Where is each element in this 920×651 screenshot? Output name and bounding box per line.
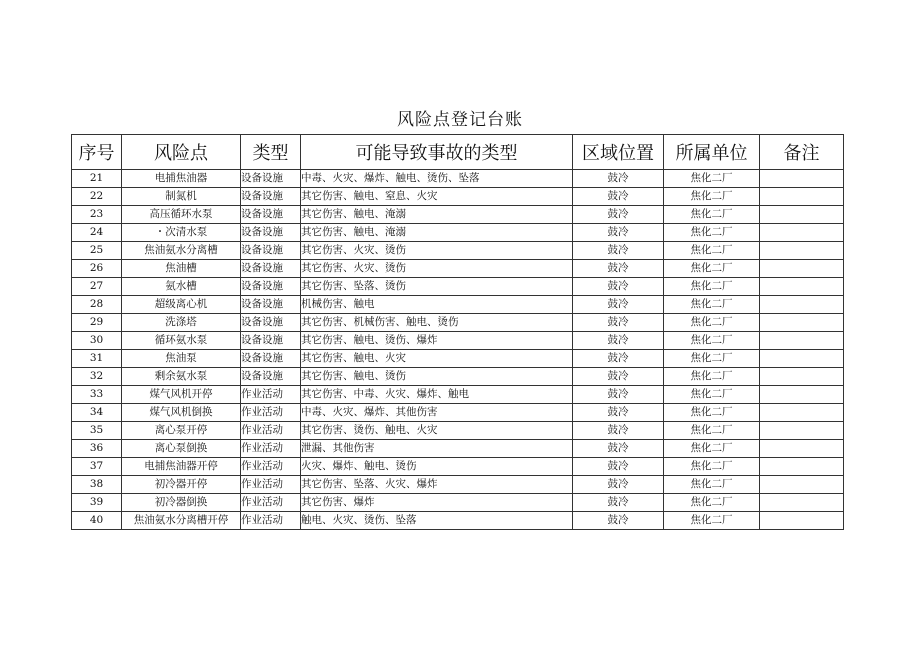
cell-no: 38 [72,476,122,494]
cell-accident-type: 中毒、火灾、爆炸、触电、烫伤、坠落 [301,170,573,188]
table-row [72,188,844,206]
cell-accident-type: 其它伤害、火灾、烫伤 [301,260,573,278]
cell-risk-point: 超级离心机 [122,296,241,314]
cell-unit: 焦化二厂 [664,368,760,386]
cell-no: 28 [72,296,122,314]
cell-no: 23 [72,206,122,224]
cell-risk-point: 初冷器开停 [122,476,241,494]
cell-no: 34 [72,404,122,422]
cell-area: 鼓冷 [573,296,664,314]
header-note: 备注 [760,135,844,170]
cell-note [760,512,844,530]
cell-area: 鼓冷 [573,350,664,368]
cell-unit: 焦化二厂 [664,296,760,314]
header-unit: 所属单位 [664,135,760,170]
cell-unit: 焦化二厂 [664,332,760,350]
table-row [72,278,844,296]
cell-note [760,404,844,422]
cell-type: 设备设施 [241,260,301,278]
cell-risk-point: 煤气风机开停 [122,386,241,404]
table-row [72,386,844,404]
cell-type: 设备设施 [241,170,301,188]
cell-accident-type: 机械伤害、触电 [301,296,573,314]
cell-no: 33 [72,386,122,404]
cell-type: 设备设施 [241,278,301,296]
cell-risk-point: 氨水槽 [122,278,241,296]
cell-type: 作业活动 [241,404,301,422]
cell-accident-type: 其它伤害、触电、火灾 [301,350,573,368]
cell-area: 鼓冷 [573,494,664,512]
cell-accident-type: 其它伤害、中毒、火灾、爆炸、触电 [301,386,573,404]
cell-unit: 焦化二厂 [664,404,760,422]
cell-note [760,314,844,332]
cell-area: 鼓冷 [573,260,664,278]
cell-type: 作业活动 [241,422,301,440]
cell-type: 设备设施 [241,188,301,206]
cell-risk-point: 焦油氨水分离槽开停 [122,512,241,530]
cell-type: 设备设施 [241,332,301,350]
table-header-row [72,135,844,170]
cell-unit: 焦化二厂 [664,170,760,188]
cell-accident-type: 其它伤害、触电、烫伤 [301,368,573,386]
cell-area: 鼓冷 [573,206,664,224]
cell-no: 31 [72,350,122,368]
cell-risk-point: 煤气风机倒换 [122,404,241,422]
cell-risk-point: 离心泵倒换 [122,440,241,458]
cell-risk-point: 初冷器倒换 [122,494,241,512]
cell-note [760,206,844,224]
cell-note [760,350,844,368]
cell-accident-type: 其它伤害、坠落、烫伤 [301,278,573,296]
cell-note [760,494,844,512]
table-row [72,332,844,350]
cell-accident-type: 触电、火灾、烫伤、坠落 [301,512,573,530]
cell-risk-point: 焦油槽 [122,260,241,278]
header-risk-point: 风险点 [122,135,241,170]
cell-area: 鼓冷 [573,278,664,296]
cell-type: 设备设施 [241,224,301,242]
cell-unit: 焦化二厂 [664,260,760,278]
header-no: 序号 [72,135,122,170]
cell-type: 设备设施 [241,242,301,260]
cell-area: 鼓冷 [573,476,664,494]
cell-note [760,332,844,350]
cell-area: 鼓冷 [573,314,664,332]
cell-risk-point: 焦油泵 [122,350,241,368]
page-title: 风险点登记台账 [397,110,523,130]
cell-unit: 焦化二厂 [664,422,760,440]
table-row [72,368,844,386]
cell-risk-point: 制氮机 [122,188,241,206]
table-row [72,242,844,260]
cell-accident-type: 泄漏、其他伤害 [301,440,573,458]
cell-unit: 焦化二厂 [664,494,760,512]
cell-unit: 焦化二厂 [664,476,760,494]
cell-area: 鼓冷 [573,332,664,350]
cell-accident-type: 其它伤害、火灾、烫伤 [301,242,573,260]
risk-ledger-table [71,134,844,530]
table-row [72,476,844,494]
cell-note [760,170,844,188]
cell-unit: 焦化二厂 [664,206,760,224]
cell-risk-point: 电捕焦油器开停 [122,458,241,476]
cell-risk-point: 高压循环水泵 [122,206,241,224]
cell-area: 鼓冷 [573,440,664,458]
table-row [72,170,844,188]
cell-accident-type: 其它伤害、烫伤、触电、火灾 [301,422,573,440]
cell-type: 设备设施 [241,296,301,314]
cell-area: 鼓冷 [573,386,664,404]
cell-note [760,278,844,296]
table-row [72,458,844,476]
cell-note [760,386,844,404]
cell-no: 32 [72,368,122,386]
cell-area: 鼓冷 [573,404,664,422]
cell-type: 作业活动 [241,386,301,404]
cell-accident-type: 中毒、火灾、爆炸、其他伤害 [301,404,573,422]
cell-note [760,476,844,494]
cell-accident-type: 其它伤害、触电、淹溺 [301,206,573,224]
cell-risk-point: 洗涤塔 [122,314,241,332]
cell-area: 鼓冷 [573,512,664,530]
cell-type: 作业活动 [241,494,301,512]
cell-unit: 焦化二厂 [664,458,760,476]
table-row [72,494,844,512]
cell-no: 37 [72,458,122,476]
cell-no: 40 [72,512,122,530]
cell-accident-type: 其它伤害、触电、窒息、火灾 [301,188,573,206]
cell-area: 鼓冷 [573,170,664,188]
cell-no: 30 [72,332,122,350]
cell-risk-point: ・次清水泵 [122,224,241,242]
cell-no: 29 [72,314,122,332]
cell-unit: 焦化二厂 [664,512,760,530]
cell-note [760,260,844,278]
cell-no: 27 [72,278,122,296]
cell-no: 25 [72,242,122,260]
table-row [72,350,844,368]
cell-note [760,440,844,458]
cell-type: 作业活动 [241,458,301,476]
cell-no: 24 [72,224,122,242]
cell-accident-type: 其它伤害、爆炸 [301,494,573,512]
table-row [72,422,844,440]
cell-note [760,422,844,440]
cell-risk-point: 剩余氨水泵 [122,368,241,386]
cell-unit: 焦化二厂 [664,188,760,206]
cell-risk-point: 电捕焦油器 [122,170,241,188]
cell-type: 设备设施 [241,350,301,368]
cell-accident-type: 其它伤害、触电、淹溺 [301,224,573,242]
table-row [72,440,844,458]
cell-note [760,224,844,242]
cell-no: 36 [72,440,122,458]
cell-unit: 焦化二厂 [664,278,760,296]
cell-accident-type: 其它伤害、机械伤害、触电、烫伤 [301,314,573,332]
cell-unit: 焦化二厂 [664,386,760,404]
cell-no: 26 [72,260,122,278]
cell-area: 鼓冷 [573,188,664,206]
cell-no: 22 [72,188,122,206]
cell-accident-type: 火灾、爆炸、触电、烫伤 [301,458,573,476]
cell-unit: 焦化二厂 [664,440,760,458]
cell-area: 鼓冷 [573,224,664,242]
table-row [72,224,844,242]
cell-area: 鼓冷 [573,368,664,386]
table-row [72,260,844,278]
cell-area: 鼓冷 [573,242,664,260]
table-row [72,512,844,530]
cell-type: 设备设施 [241,368,301,386]
cell-no: 35 [72,422,122,440]
cell-area: 鼓冷 [573,422,664,440]
cell-type: 设备设施 [241,206,301,224]
cell-risk-point: 离心泵开停 [122,422,241,440]
cell-no: 39 [72,494,122,512]
cell-type: 作业活动 [241,476,301,494]
header-accident-type: 可能导致事故的类型 [301,135,573,170]
cell-type: 设备设施 [241,314,301,332]
cell-unit: 焦化二厂 [664,242,760,260]
cell-type: 作业活动 [241,440,301,458]
cell-unit: 焦化二厂 [664,224,760,242]
cell-area: 鼓冷 [573,458,664,476]
header-type: 类型 [241,135,301,170]
cell-note [760,368,844,386]
cell-type: 作业活动 [241,512,301,530]
cell-note [760,296,844,314]
cell-note [760,188,844,206]
cell-unit: 焦化二厂 [664,314,760,332]
cell-unit: 焦化二厂 [664,350,760,368]
table-body [72,170,844,530]
header-area: 区域位置 [573,135,664,170]
cell-accident-type: 其它伤害、触电、烫伤、爆炸 [301,332,573,350]
cell-risk-point: 循环氨水泵 [122,332,241,350]
cell-note [760,458,844,476]
cell-risk-point: 焦油氨水分离槽 [122,242,241,260]
table-row [72,296,844,314]
cell-accident-type: 其它伤害、坠落、火灾、爆炸 [301,476,573,494]
table-row [72,404,844,422]
table-row [72,206,844,224]
cell-note [760,242,844,260]
cell-no: 21 [72,170,122,188]
table-row [72,314,844,332]
